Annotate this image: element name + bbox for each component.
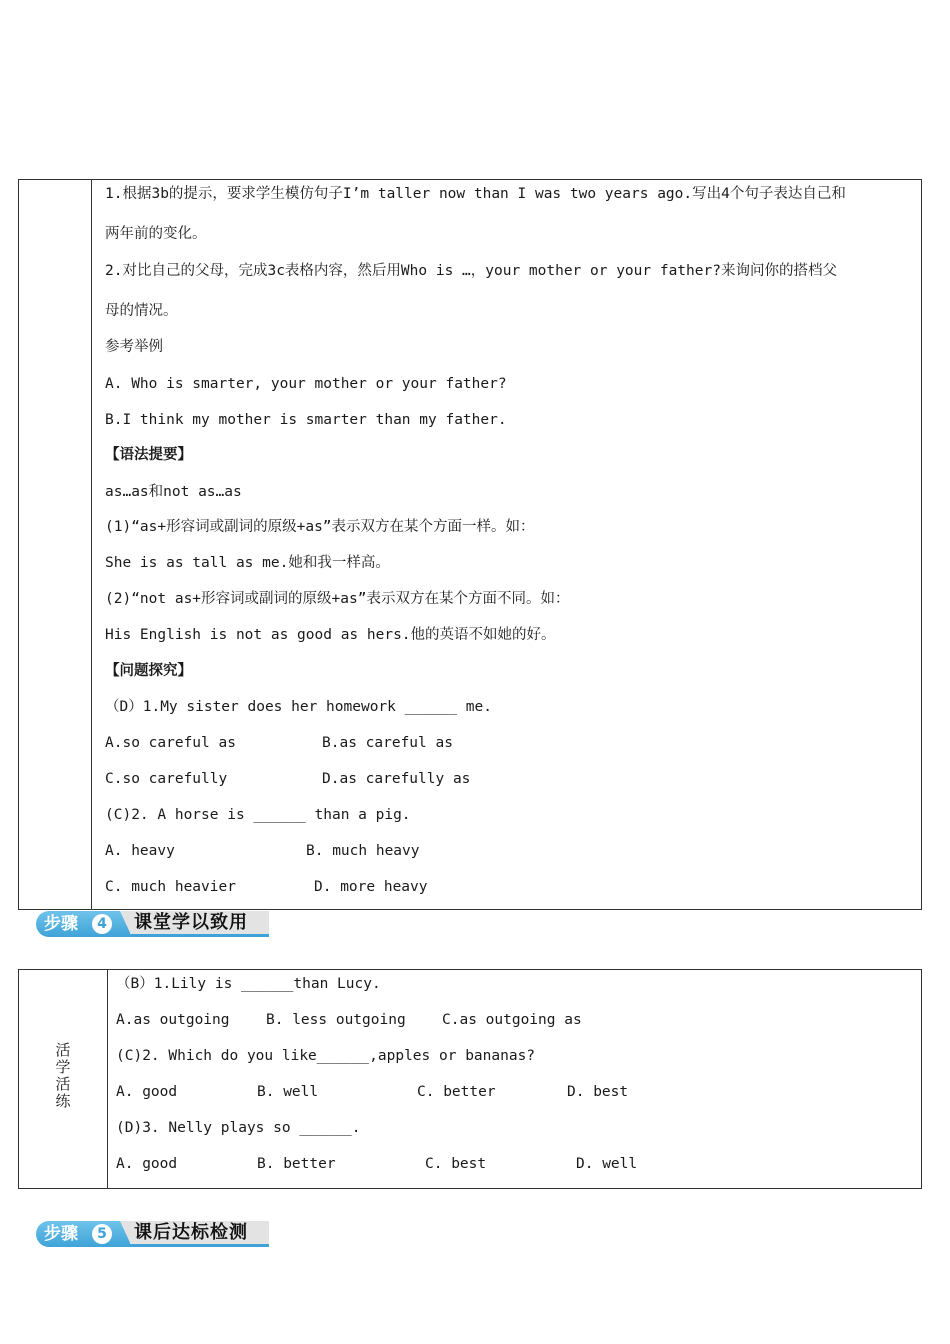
option-b: B. much heavy [306, 843, 420, 859]
option-a: A.as outgoing [116, 1012, 230, 1028]
step-title: 课堂学以致用 [130, 911, 269, 937]
label-char: 练 [55, 1092, 71, 1110]
option-d: D.as carefully as [322, 771, 471, 787]
option-c: C. better [417, 1084, 496, 1100]
text-line: B.I think my mother is smarter than my father. [105, 412, 507, 428]
step-title: 课后达标检测 [130, 1221, 269, 1247]
option-b: B. less outgoing [266, 1012, 406, 1028]
option-a: A. good [116, 1084, 178, 1100]
option-a: A. heavy [105, 843, 175, 859]
question-2: (C)2. A horse is ______ than a pig. [105, 807, 411, 823]
question-1: （D）1.My sister does her homework ______ me. [105, 699, 492, 715]
text-line: 参考举例 [105, 339, 163, 355]
option-c: C.so carefully [105, 771, 228, 787]
text-line: 两年前的变化。 [105, 226, 207, 242]
step-number: 4 [92, 914, 112, 934]
question-2: (C)2. Which do you like______,apples or bananas? [116, 1048, 536, 1064]
text-line: (2)“not as+形容词或副词的原级+as”表示双方在某个方面不同。如： [105, 591, 570, 607]
step-4-banner [36, 911, 269, 937]
section-heading: 【问题探究】 [105, 663, 192, 679]
label-char: 活 [55, 1041, 71, 1059]
text-line: as…as和not as…as [105, 484, 242, 500]
column-divider [107, 970, 108, 1188]
option-d: D. best [567, 1084, 629, 1100]
guidance-table [18, 179, 922, 910]
option-b: B. well [257, 1084, 319, 1100]
option-a: A.so careful as [105, 735, 236, 751]
column-divider [91, 180, 92, 909]
option-d: D. more heavy [314, 879, 428, 895]
option-c: C.as outgoing as [442, 1012, 582, 1028]
step-label: 步骤 [36, 1221, 130, 1247]
text-line: (1)“as+形容词或副词的原级+as”表示双方在某个方面一样。如： [105, 519, 535, 535]
step-5-banner [36, 1221, 269, 1247]
practice-table [18, 969, 922, 1189]
label-char: 学 [55, 1058, 71, 1076]
option-c: C. much heavier [105, 879, 236, 895]
option-d: D. well [576, 1156, 638, 1172]
label-char: 活 [55, 1075, 71, 1093]
text-line: A. Who is smarter, your mother or your father? [105, 376, 507, 392]
question-3: (D)3. Nelly plays so ______. [116, 1120, 361, 1136]
text-line: 1.根据3b的提示，要求学生模仿句子I’m taller now than I was two years ago.写出4个句子表达自己和 [105, 186, 846, 202]
text-line: His English is not as good as hers.他的英语不如她的好。 [105, 627, 556, 643]
text-line: She is as tall as me.她和我一样高。 [105, 555, 390, 571]
section-heading: 【语法提要】 [105, 447, 192, 463]
step-label: 步骤 [36, 911, 130, 937]
text-line: 2.对比自己的父母，完成3c表格内容，然后用Who is …，your mother or your father?来询问你的搭档父 [105, 263, 837, 279]
option-b: B. better [257, 1156, 336, 1172]
option-c: C. best [425, 1156, 487, 1172]
option-b: B.as careful as [322, 735, 453, 751]
option-a: A. good [116, 1156, 178, 1172]
text-line: 母的情况。 [105, 303, 178, 319]
question-1: （B）1.Lily is ______than Lucy. [116, 976, 381, 992]
step-number: 5 [92, 1224, 112, 1244]
practice-label [19, 1042, 107, 1110]
